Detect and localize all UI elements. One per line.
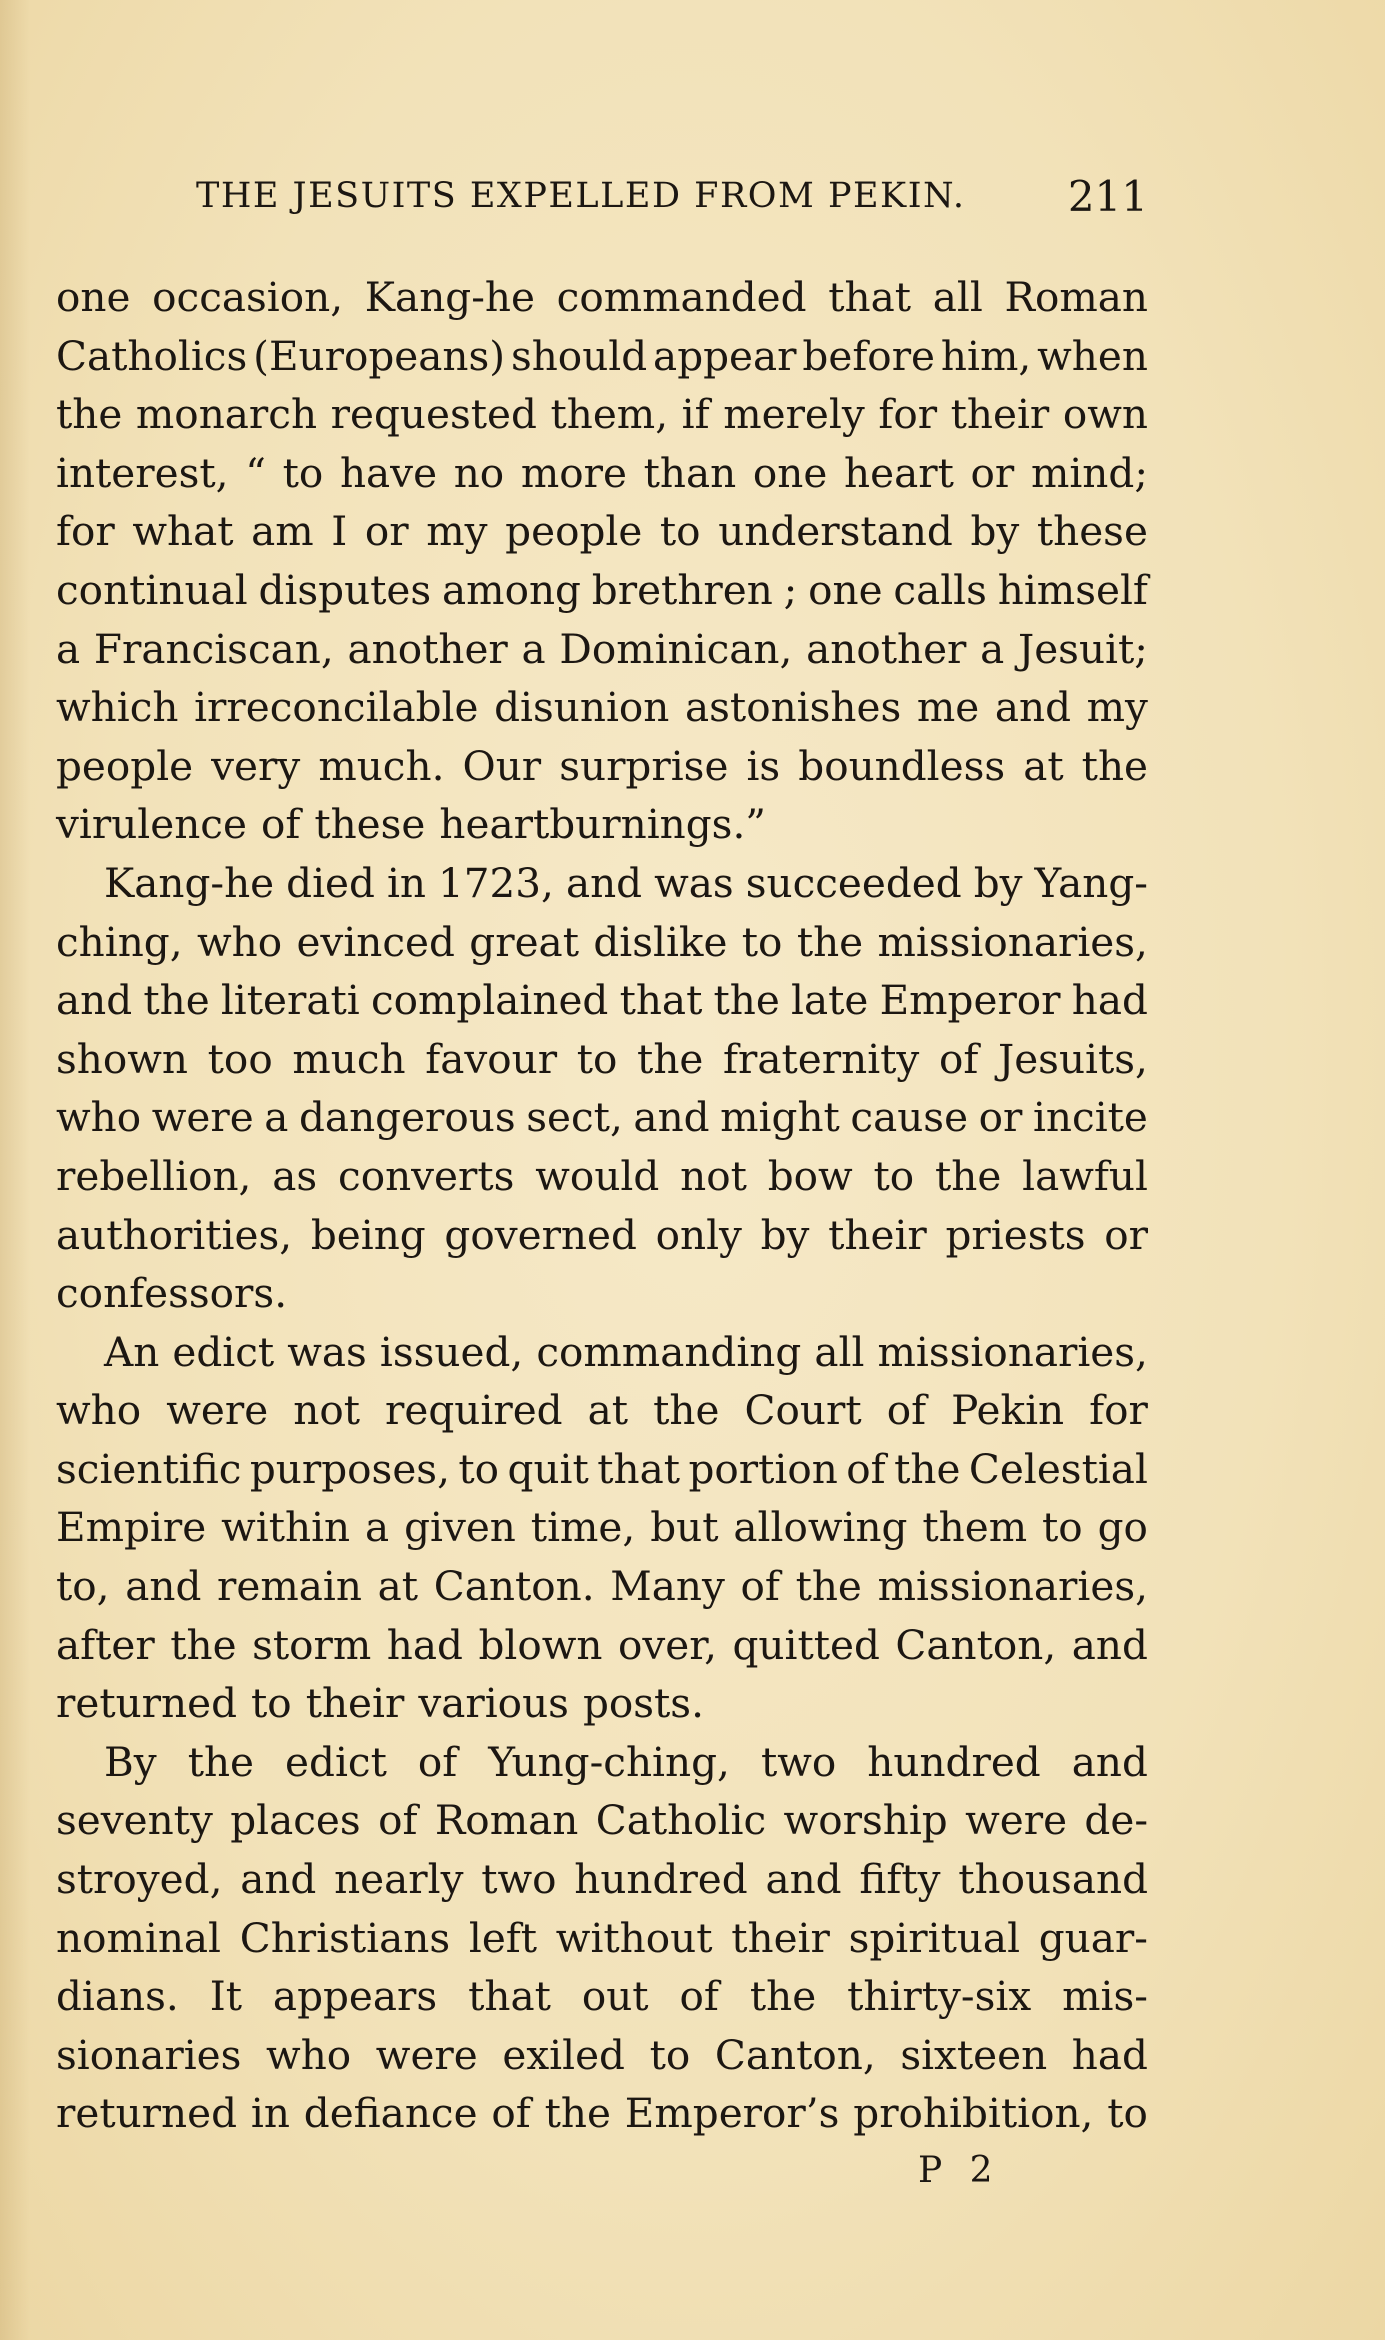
paragraph xyxy=(56,1733,1148,2143)
text-line: confessors. xyxy=(56,1269,288,1318)
text-line: nominal Christians left without their spiritual guar- xyxy=(56,1913,1148,1962)
running-head: THE JESUITS EXPELLED FROM PEKIN. xyxy=(196,176,966,216)
text-line: interest, “ to have no more than one heart or mind; xyxy=(56,448,1148,497)
text-line: Empire within a given time, but allowing them to go xyxy=(56,1503,1148,1552)
text-line: and the literati complained that the late Emperor had xyxy=(56,976,1148,1025)
text-line: virulence of these heartburnings.” xyxy=(56,800,767,849)
text-line: after the storm had blown over, quitted Canton, and xyxy=(56,1620,1148,1669)
text-line: the monarch requested them, if merely for their own xyxy=(56,390,1148,439)
text-line: ching, who evinced great dislike to the missionaries, xyxy=(56,917,1148,966)
paragraph xyxy=(56,268,1148,854)
text-line: who were not required at the Court of Pekin for xyxy=(56,1386,1148,1435)
text-line: a Franciscan, another a Dominican, another a Jesuit; xyxy=(56,624,1148,673)
text-line: for what am I or my people to understand by these xyxy=(56,507,1148,556)
text-line: An edict was issued, commanding all missionaries, xyxy=(104,1327,1148,1376)
text-line: shown too much favour to the fraternity of Jesuits, xyxy=(56,1034,1148,1083)
text-line: who were a dangerous sect, and might cause or incite xyxy=(56,1093,1148,1142)
text-line: Kang-he died in 1723, and was succeeded by Yang- xyxy=(104,858,1148,907)
page-header xyxy=(196,172,1148,232)
paragraph xyxy=(56,1323,1148,1733)
text-line: which irreconcilable disunion astonishes me and my xyxy=(56,683,1148,732)
text-line: people very much. Our surprise is boundless at the xyxy=(56,741,1148,790)
text-line: continual disputes among brethren ; one calls himself xyxy=(56,565,1148,614)
text-line: returned in defiance of the Emperor’s prohibition, to xyxy=(56,2089,1148,2138)
paragraph xyxy=(56,854,1148,1323)
body-text xyxy=(56,268,1148,2143)
text-line: dians. It appears that out of the thirty-six mis- xyxy=(56,1972,1148,2021)
text-line: returned to their various posts. xyxy=(56,1679,704,1728)
signature-mark: P 2 xyxy=(918,2150,1001,2191)
text-line: sionaries who were exiled to Canton, sixteen had xyxy=(56,2030,1148,2079)
text-line: one occasion, Kang-he commanded that all Roman xyxy=(56,273,1148,321)
text-line: seventy places of Roman Catholic worship were de- xyxy=(56,1796,1148,1845)
text-line: rebellion, as converts would not bow to the lawful xyxy=(56,1151,1148,1200)
text-line: authorities, being governed only by their priests or xyxy=(56,1210,1148,1259)
text-line: stroyed, and nearly two hundred and fifty thousand xyxy=(56,1855,1148,1904)
page-number: 211 xyxy=(1067,172,1148,221)
text-line: scientific purposes, to quit that portion of the Celestial xyxy=(56,1444,1148,1493)
text-line: Catholics (Europeans) should appear before him, when xyxy=(56,331,1148,380)
text-line: By the edict of Yung-ching, two hundred and xyxy=(104,1737,1148,1786)
text-line: to, and remain at Canton. Many of the missionaries, xyxy=(56,1562,1148,1611)
